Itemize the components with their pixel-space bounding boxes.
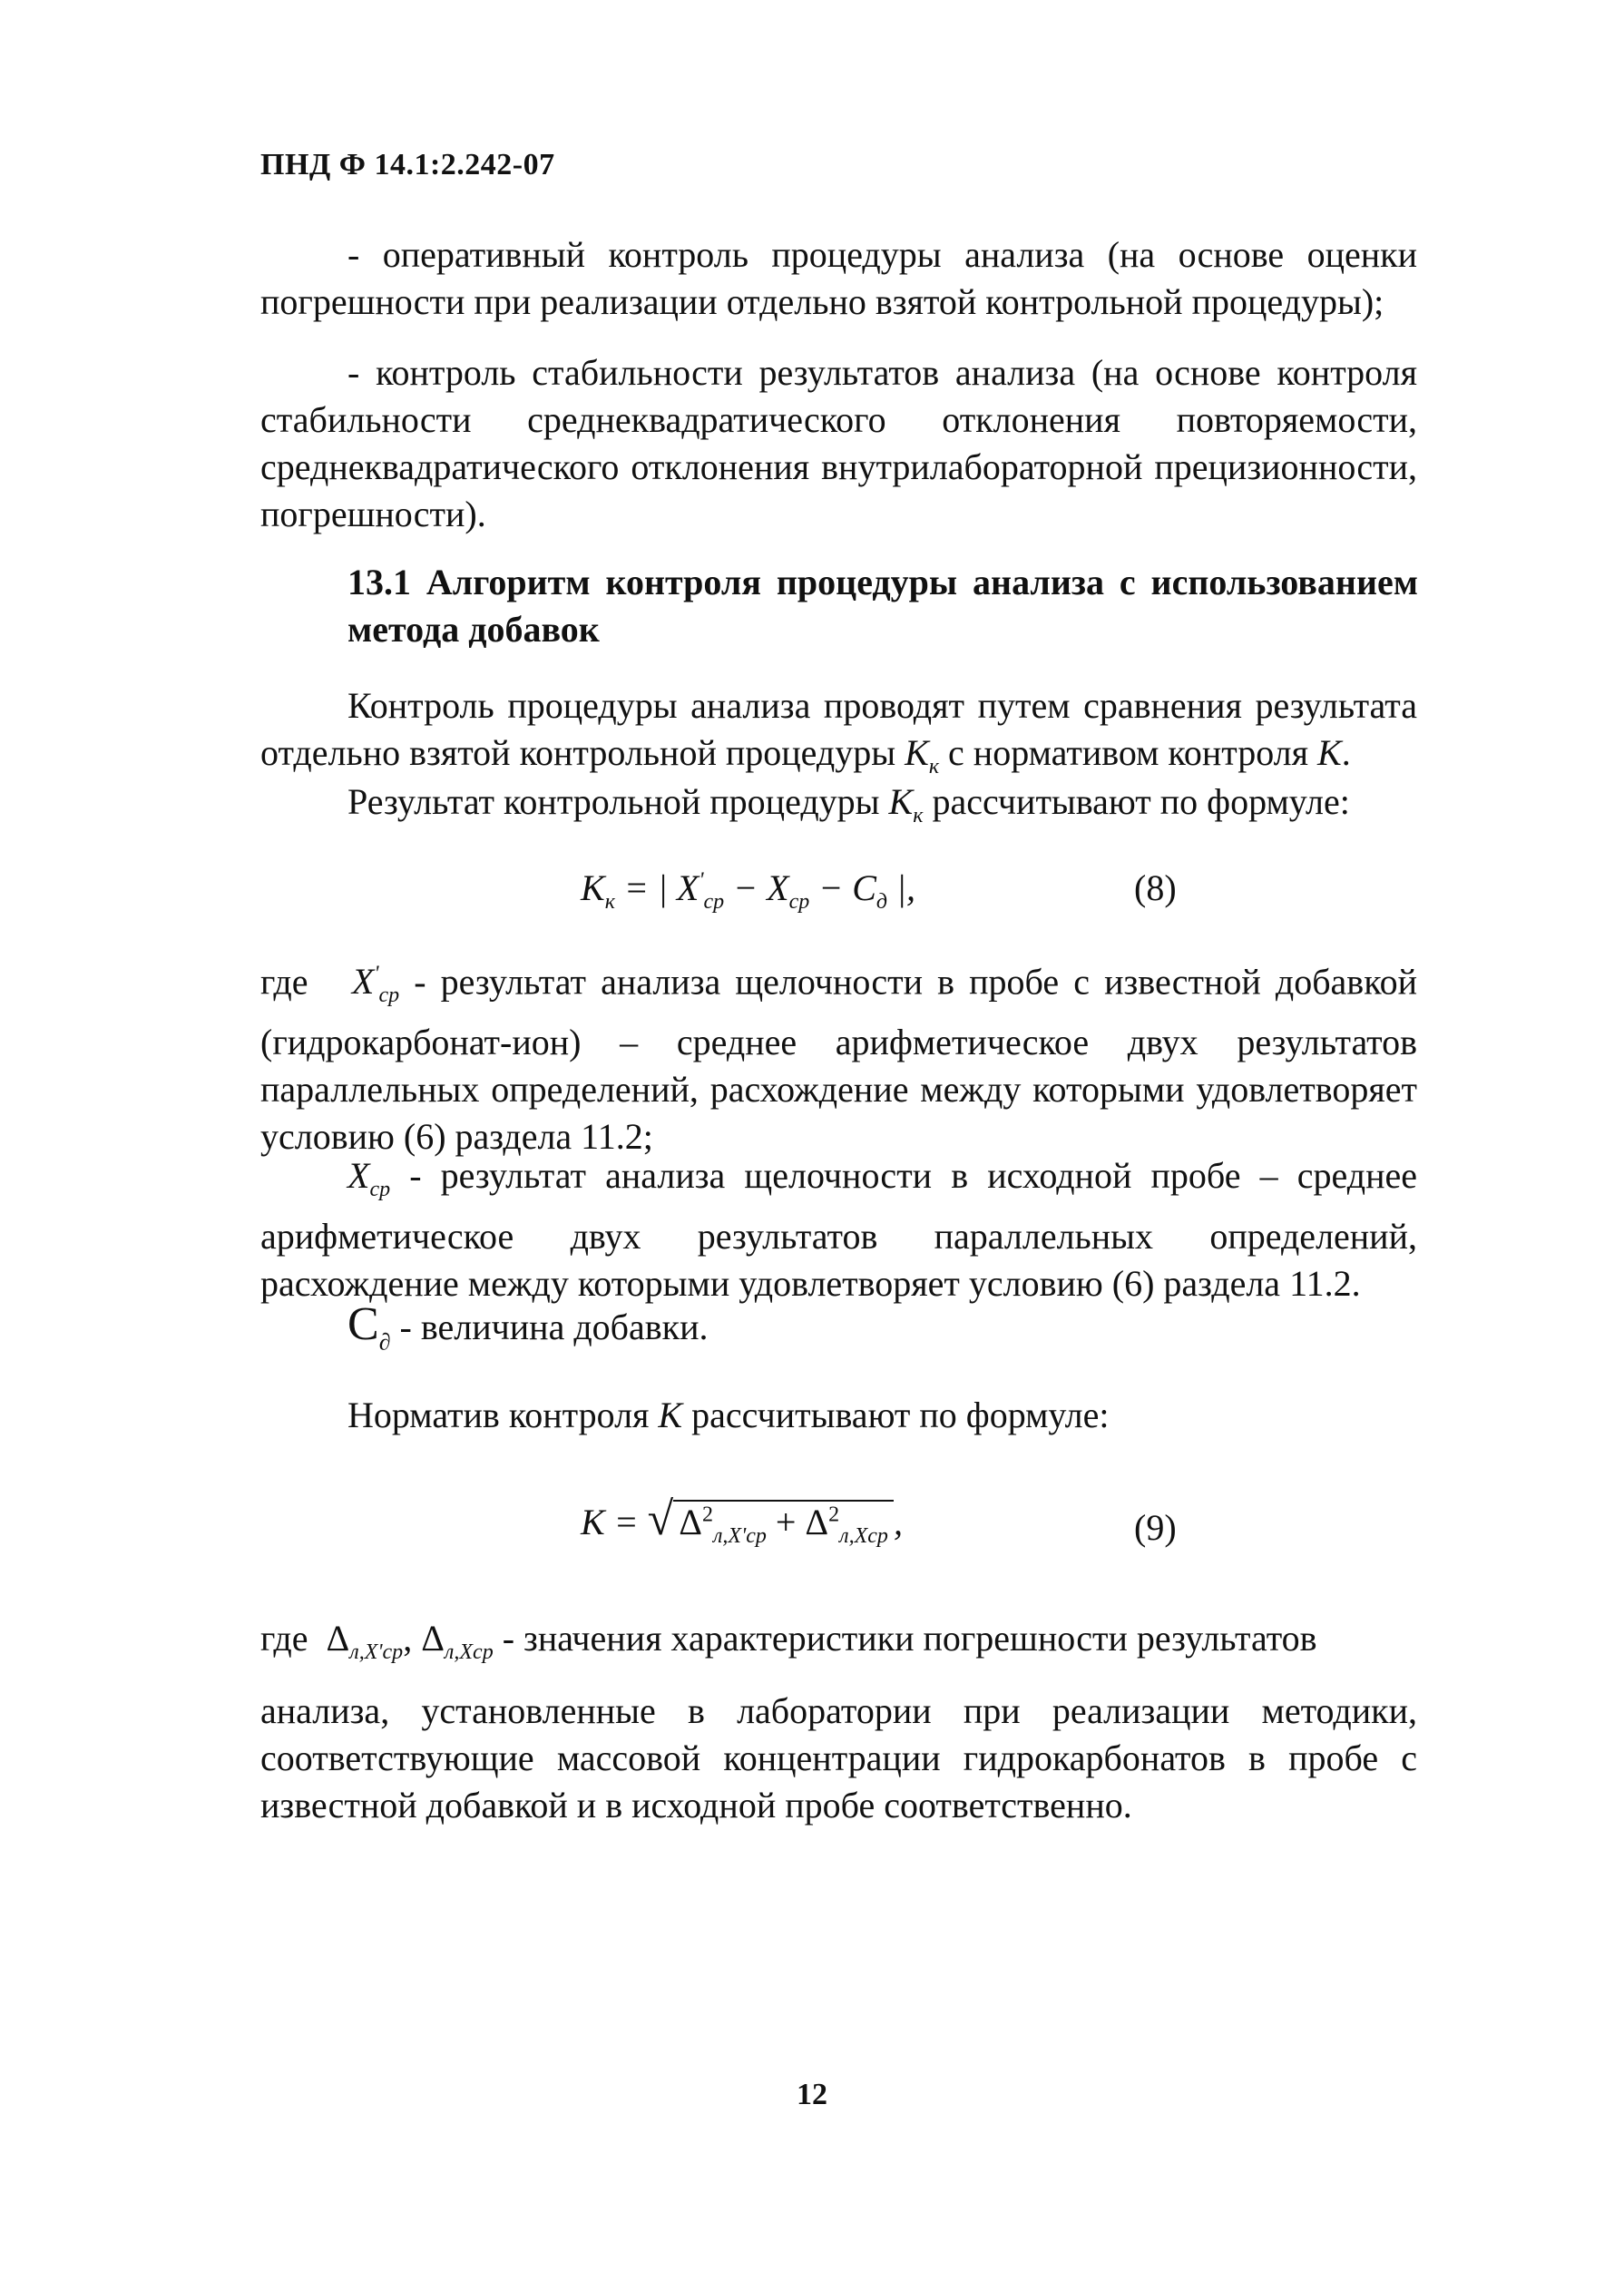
formula-8-number: (8) (1134, 867, 1177, 908)
bullet-stability-control: - контроль стабильности результатов анализа (на основе контроля стабильности среднеквадратического отклонения повторяемости, среднеквадратического отклонения внутрилабораторной прецизионности, погрешности). (260, 352, 1417, 534)
section-heading: 13.1 Алгоритм контроля процедуры анализа с использованием метода добавок (347, 562, 1418, 650)
definition-x: $X_{ср}$ - результат анализа щелочности в исходной пробе – среднее арифметическое двух результатов параллельных определений, расхождение между которыми удовлетворяет условию (6) раздела 11.2. (260, 1155, 1417, 1304)
page-number: 12 (797, 2078, 827, 2111)
definition-c: $C_\partial$ - величина добавки. (347, 1298, 709, 1356)
intro-paragraph: Контроль процедуры анализа проводят путем сравнения результата отдельно взятой контрольной процедуры $K_к$ с нормативом контроля K. (260, 685, 1417, 778)
definition-x-prime: где $X'_{ср}$ - результат анализа щелочности в пробе с известной добавкой (гидрокарбонат-ион) – среднее арифметическое двух результатов параллельных определений, расхождение между которыми удовлетворяет условию (6) раздела 11.2; (260, 961, 1418, 1158)
document-header: ПНД Ф 14.1:2.242-07 (260, 148, 555, 181)
definition-deltas: где $\Delta_{л,X'ср}$, $\Delta_{л,Xср}$ - значения характеристики погрешности результатов (260, 1618, 1317, 1664)
formula-9: K = √ $\Delta^2_{л,X'ср} + \Delta^2_{л,Xср}$ , (581, 1493, 903, 1548)
formula-8: $K_к$ = | $X'_{ср} - X_{ср} - C_д$ |, (581, 867, 916, 914)
definition-deltas-continuation: анализа, установленные в лаборатории при реализации методики, соответствующие массовой концентрации гидрокарбонатов в пробе с известной добавкой и в исходной пробе соответственно. (260, 1690, 1417, 1826)
norm-intro: Норматив контроля K рассчитывают по формуле: (347, 1395, 1110, 1435)
formula-9-number: (9) (1134, 1507, 1177, 1548)
formula-intro-paragraph: Результат контрольной процедуры $K_к$ рассчитывают по формуле: (347, 781, 1350, 827)
bullet-operative-control: - оперативный контроль процедуры анализа (на основе оценки погрешности при реализации отдельно взятой контрольной процедуры); (260, 234, 1417, 322)
